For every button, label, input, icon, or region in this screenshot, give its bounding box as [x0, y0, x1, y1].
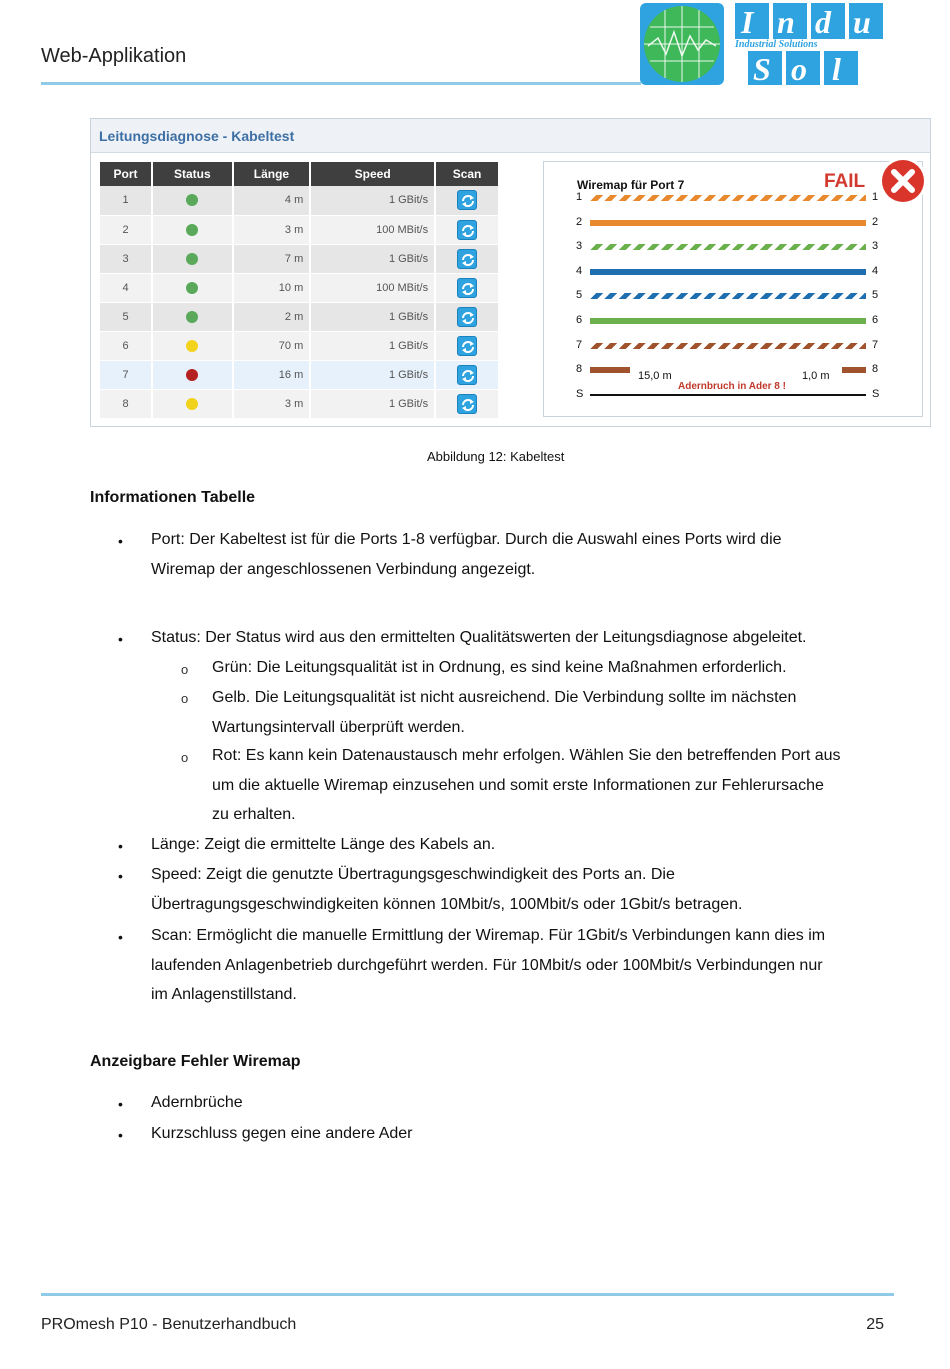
status-dot-icon [186, 398, 198, 410]
port-cell: 4 [100, 273, 152, 302]
wire-segment [842, 367, 866, 373]
scan-cell [435, 389, 499, 418]
status-dot-icon [186, 369, 198, 381]
svg-text:Industrial Solutions: Industrial Solutions [735, 39, 818, 50]
speed-cell: 1 GBit/s [310, 331, 435, 360]
port-cell: 7 [100, 360, 152, 389]
refresh-icon [460, 310, 476, 326]
sub-bullet-icon: o [181, 662, 189, 677]
length-cell: 16 m [233, 360, 311, 389]
scan-cell [435, 360, 499, 389]
scan-description: Scan: Ermöglicht die manuelle Ermittlung der Wiremap. Für 1Gbit/s Verbindungen kann dies im laufenden Anlagenbetrieb durchgeführt werden. Für 10Mbit/s oder 100Mbit/s Verbindungen nur im Anlagenstillstand. [151, 927, 826, 1003]
length-cell: 3 m [233, 215, 311, 244]
column-header-length: Länge [233, 162, 311, 186]
status-cell [152, 302, 233, 331]
scan-cell [435, 186, 499, 215]
scan-cell [435, 331, 499, 360]
page-header-title: Web-Applikation [41, 45, 187, 67]
figure-title: Leitungsdiagnose - Kabeltest [99, 128, 295, 144]
table-row[interactable] [100, 186, 499, 215]
table-row[interactable] [100, 331, 499, 360]
table-row[interactable] [100, 215, 499, 244]
speed-cell: 1 GBit/s [310, 360, 435, 389]
port-cell: 8 [100, 389, 152, 418]
table-row[interactable] [100, 273, 499, 302]
table-header-row [100, 162, 499, 186]
speed-cell: 1 GBit/s [310, 302, 435, 331]
scan-refresh-button[interactable] [457, 336, 477, 356]
wire-pin-right: S [872, 387, 880, 400]
footer-title: PROmesh P10 - Benutzerhandbuch [41, 1316, 297, 1333]
scan-refresh-button[interactable] [457, 249, 477, 269]
break-left-length: 15,0 m [638, 370, 672, 382]
status-description: Status: Der Status wird aus den ermittelten Qualitätswerten der Leitungsdiagnose abgeleitet. [151, 629, 807, 646]
status-cell [152, 273, 233, 302]
wire-line [590, 293, 866, 299]
status-dot-icon [186, 224, 198, 236]
wire-line [590, 220, 866, 226]
section-heading-errors: Anzeigbare Fehler Wiremap [90, 1053, 301, 1070]
wire-pin-left: S [576, 387, 584, 400]
wire-pin-left: 2 [576, 215, 583, 228]
svg-text:l: l [832, 51, 841, 86]
sub-bullet-icon: o [181, 691, 189, 706]
port-cell: 1 [100, 186, 152, 215]
wire-line [590, 195, 866, 201]
wire-pin-right: 5 [872, 289, 879, 302]
wire-pin-right: 8 [872, 363, 879, 376]
cable-test-figure [90, 118, 931, 427]
wiremap-result: FAIL [824, 171, 866, 192]
wiremap-error: Adernbruch in Ader 8 ! [678, 381, 786, 392]
refresh-icon [460, 252, 476, 268]
wire-pin-right: 1 [872, 191, 879, 203]
length-cell: 7 m [233, 244, 311, 273]
status-cell [152, 244, 233, 273]
bullet-icon: • [118, 929, 123, 945]
port-cell: 2 [100, 215, 152, 244]
length-cell: 4 m [233, 186, 311, 215]
wire-line [590, 343, 866, 349]
wire-pin-left: 4 [576, 264, 583, 277]
scan-cell [435, 302, 499, 331]
wire-pin-left: 5 [576, 289, 583, 302]
wire-pin-right: 2 [872, 215, 879, 228]
break-right-length: 1,0 m [802, 370, 830, 382]
status-cell [152, 331, 233, 360]
wire-pin-right: 4 [872, 264, 879, 277]
length-cell: 3 m [233, 389, 311, 418]
indusol-logo [640, 2, 895, 86]
bullet-icon: • [118, 1127, 123, 1143]
wire-line [590, 394, 866, 396]
wire-pin-left: 3 [576, 240, 583, 253]
port-table [100, 162, 500, 419]
status-cell [152, 186, 233, 215]
wire-pin-left: 8 [576, 363, 583, 376]
refresh-icon [460, 193, 476, 209]
length-cell: 2 m [233, 302, 311, 331]
scan-refresh-button[interactable] [457, 365, 477, 385]
column-header-port: Port [100, 162, 152, 186]
wire-line [590, 269, 866, 275]
status-yellow: Gelb. Die Leitungsqualität ist nicht ausreichend. Die Verbindung sollte im nächsten Wartungsintervall überprüft werden. [212, 689, 797, 736]
port-cell: 6 [100, 331, 152, 360]
status-dot-icon [186, 311, 198, 323]
header-divider [41, 82, 641, 85]
status-cell [152, 389, 233, 418]
fail-icon [878, 156, 928, 206]
scan-refresh-button[interactable] [457, 394, 477, 414]
status-dot-icon [186, 194, 198, 206]
scan-cell [435, 244, 499, 273]
sub-bullet-icon: o [181, 750, 189, 765]
error-item: Adernbrüche [151, 1094, 243, 1111]
length-description: Länge: Zeigt die ermittelte Länge des Kabels an. [151, 836, 496, 853]
column-header-scan: Scan [435, 162, 499, 186]
refresh-icon [460, 339, 476, 355]
status-cell [152, 360, 233, 389]
speed-cell: 1 GBit/s [310, 389, 435, 418]
status-dot-icon [186, 253, 198, 265]
refresh-icon [460, 397, 476, 413]
footer-divider [41, 1293, 894, 1296]
figure-caption: Abbildung 12: Kabeltest [427, 449, 565, 464]
wire-pin-left: 1 [576, 191, 583, 203]
wire-line [590, 318, 866, 324]
status-cell [152, 215, 233, 244]
column-header-status: Status [152, 162, 233, 186]
wire-pin-left: 6 [576, 314, 583, 326]
wire-segment [590, 367, 630, 373]
bullet-icon: • [118, 631, 123, 647]
scan-refresh-button[interactable] [457, 190, 477, 210]
wire-pin-left: 7 [576, 338, 583, 351]
scan-cell [435, 215, 499, 244]
length-cell: 70 m [233, 331, 311, 360]
wire-line [590, 244, 866, 250]
speed-cell: 1 GBit/s [310, 186, 435, 215]
svg-text:I: I [741, 4, 754, 40]
wire-pin-right: 7 [872, 338, 879, 351]
port-cell: 5 [100, 302, 152, 331]
figure-header [91, 119, 930, 153]
table-row[interactable] [100, 302, 499, 331]
status-red: Rot: Es kann kein Datenaustausch mehr erfolgen. Wählen Sie den betreffenden Port aus um die aktuelle Wiremap einzusehen und somit erste Informationen zur Fehlerursache zu erhalten. [212, 747, 841, 823]
bullet-icon: • [118, 1096, 123, 1112]
bullet-icon: • [118, 533, 123, 549]
scan-refresh-button[interactable] [457, 220, 477, 240]
bullet-icon: • [118, 868, 123, 884]
speed-cell: 100 MBit/s [310, 215, 435, 244]
svg-text:S: S [753, 51, 771, 86]
port-cell: 3 [100, 244, 152, 273]
svg-text:d: d [815, 4, 831, 40]
svg-text:o: o [791, 51, 807, 86]
scan-cell [435, 273, 499, 302]
length-cell: 10 m [233, 273, 311, 302]
speed-description: Speed: Zeigt die genutzte Übertragungsgeschwindigkeit des Ports an. Die Übertragungsgeschwindigkeiten können 10Mbit/s, 100Mbit/s oder 1Gbit/s betragen. [151, 866, 743, 913]
speed-cell: 100 MBit/s [310, 273, 435, 302]
table-row[interactable] [100, 244, 499, 273]
port-description: Port: Der Kabeltest ist für die Ports 1-8 verfügbar. Durch die Auswahl eines Ports wird die Wiremap der angeschlossenen Verbindung angezeigt. [151, 531, 782, 578]
speed-cell: 1 GBit/s [310, 244, 435, 273]
column-header-speed: Speed [310, 162, 435, 186]
refresh-icon [460, 281, 476, 297]
wiremap-title: Wiremap für Port 7 [577, 178, 685, 192]
bullet-icon: • [118, 838, 123, 854]
status-dot-icon [186, 340, 198, 352]
refresh-icon [460, 368, 476, 384]
scan-refresh-button[interactable] [457, 307, 477, 327]
scan-refresh-button[interactable] [457, 278, 477, 298]
svg-text:n: n [777, 4, 795, 40]
error-item: Kurzschluss gegen eine andere Ader [151, 1125, 413, 1142]
status-green: Grün: Die Leitungsqualität ist in Ordnung, es sind keine Maßnahmen erforderlich. [212, 659, 787, 676]
svg-text:u: u [853, 4, 871, 40]
wire-pin-right: 6 [872, 314, 879, 326]
refresh-icon [460, 223, 476, 239]
table-row[interactable] [100, 389, 499, 418]
section-heading-info: Informationen Tabelle [90, 489, 256, 506]
wiremap-panel [543, 161, 923, 417]
status-dot-icon [186, 282, 198, 294]
table-row[interactable] [100, 360, 499, 389]
wire-pin-right: 3 [872, 240, 879, 253]
page-number: 25 [866, 1316, 884, 1333]
